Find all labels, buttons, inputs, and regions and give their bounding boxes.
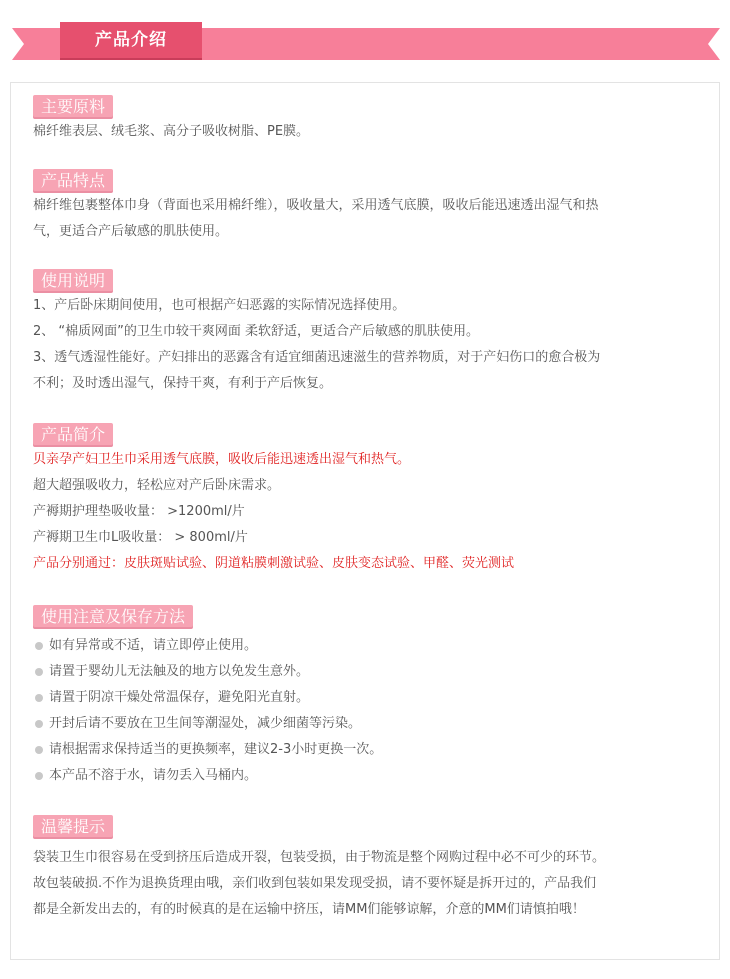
tips-line-2: 故包装破损.不作为退换货理由哦，亲们收到包装如果发现受损，请不要怀疑是拆开过的，产品我们 — [33, 876, 597, 891]
list-item — [33, 763, 382, 789]
materials-text: 棉纤维表层、绒毛浆、高分子吸收树脂、PE膜。 — [33, 124, 310, 139]
section-materials — [33, 95, 698, 145]
usage-line-4: 不利；及时透出湿气，保持干爽，有利于产后恢复。 — [33, 376, 333, 391]
bullet-icon — [35, 746, 43, 754]
intro-line-1: 贝亲孕产妇卫生巾采用透气底膜，吸收后能迅速透出湿气和热气。 — [33, 452, 411, 467]
list-item — [33, 633, 382, 659]
features-line-1: 棉纤维包裹整体巾身（背面也采用棉纤维），吸收量大，采用透气底膜，吸收后能迅速透出湿气和热 — [33, 198, 599, 213]
list-item-text: 请置于婴幼儿无法触及的地方以免发生意外。 — [49, 664, 310, 679]
section-title-precautions: 使用注意及保存方法 — [33, 605, 193, 629]
list-item-text: 如有异常或不适，请立即停止使用。 — [49, 638, 258, 653]
list-item — [33, 659, 382, 685]
section-intro — [33, 423, 698, 577]
list-item — [33, 685, 382, 711]
bullet-icon — [35, 668, 43, 676]
usage-line-2: 2、 “棉质网面”的卫生巾较干爽网面 柔软舒适，更适合产后敏感的肌肤使用。 — [33, 324, 480, 339]
section-title-materials: 主要原料 — [33, 95, 113, 119]
intro-line-5: 产品分别通过：皮肤斑贴试验、阴道粘膜刺激试验、皮肤变态试验、甲醛、荧光测试 — [33, 556, 515, 571]
page-title: 产品介绍 — [60, 22, 202, 58]
usage-line-3: 3、透气透湿性能好。产妇排出的恶露含有适宜细菌迅速滋生的营养物质，对于产妇伤口的愈合极为 — [33, 350, 601, 365]
bullet-icon — [35, 694, 43, 702]
tips-line-1: 袋装卫生巾很容易在受到挤压后造成开裂，包装受损，由于物流是整个网购过程中必不可少的环节。 — [33, 850, 606, 865]
section-title-usage: 使用说明 — [33, 269, 113, 293]
tips-line-3: 都是全新发出去的，有的时候真的是在运输中挤压，请MM们能够谅解，介意的MM们请慎拍哦！ — [33, 902, 585, 917]
section-title-features: 产品特点 — [33, 169, 113, 193]
section-usage — [33, 269, 698, 397]
section-tips — [33, 815, 698, 923]
features-line-2: 气，更适合产后敏感的肌肤使用。 — [33, 224, 229, 239]
list-item-text: 本产品不溶于水，请勿丢入马桶内。 — [49, 768, 258, 783]
precautions-list — [33, 633, 382, 789]
intro-line-3: 产褥期护理垫吸收量： >1200ml/片 — [33, 504, 245, 519]
bullet-icon — [35, 772, 43, 780]
intro-line-2: 超大超强吸收力，轻松应对产后卧床需求。 — [33, 478, 281, 493]
list-item-text: 请根据需求保持适当的更换频率，建议2-3小时更换一次。 — [49, 742, 383, 757]
section-title-intro: 产品简介 — [33, 423, 113, 447]
list-item-text: 开封后请不要放在卫生间等潮湿处，减少细菌等污染。 — [49, 716, 362, 731]
list-item — [33, 737, 382, 763]
list-item-text: 请置于阴凉干燥处常温保存，避免阳光直射。 — [49, 690, 310, 705]
bullet-icon — [35, 720, 43, 728]
section-title-tips: 温馨提示 — [33, 815, 113, 839]
section-features — [33, 169, 698, 245]
bullet-icon — [35, 642, 43, 650]
section-precautions — [33, 605, 382, 789]
list-item — [33, 711, 382, 737]
usage-line-1: 1、产后卧床期间使用，也可根据产妇恶露的实际情况选择使用。 — [33, 298, 406, 313]
intro-line-4: 产褥期卫生巾L吸收量： > 800ml/片 — [33, 530, 248, 545]
